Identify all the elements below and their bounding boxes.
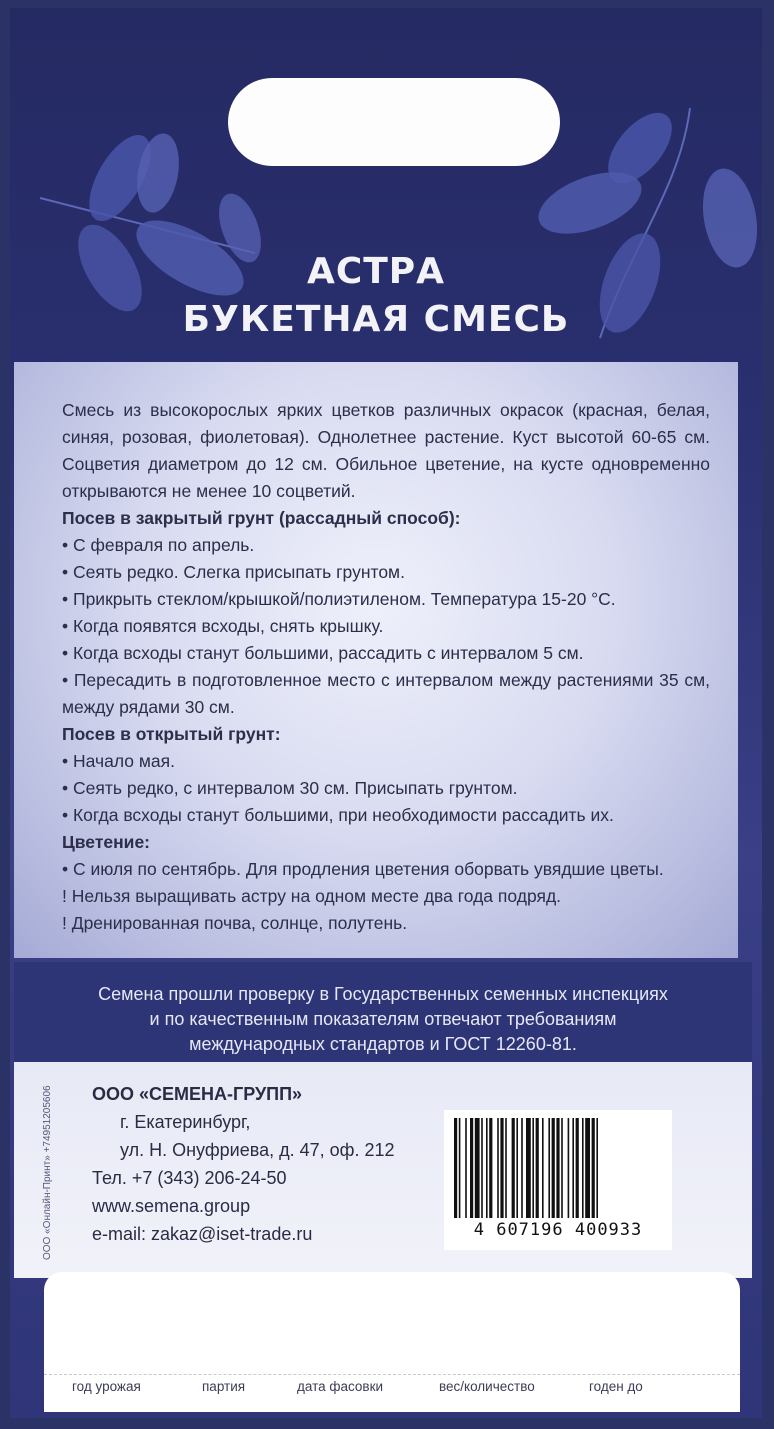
product-title [0, 248, 752, 344]
company-email[interactable]: e-mail: zakaz@iset-trade.ru [92, 1224, 313, 1244]
barcode [444, 1110, 672, 1250]
closed-ground-heading: Посев в закрытый грунт (рассадный способ): [62, 508, 461, 528]
open-item: • Когда всходы станут большими, при необходимости рассадить их. [62, 805, 614, 825]
printer-imprint: ООО «Онлайн-Принт» +74951205606 [42, 1085, 53, 1260]
company-info [92, 1080, 395, 1248]
closed-item: • Пересадить в подготовленное место с интервалом между растениями 35 см, между рядами 30 см. [62, 670, 710, 717]
company-city: г. Екатеринбург, [120, 1112, 251, 1132]
field-packing-date: дата фасовки [297, 1379, 384, 1394]
company-website[interactable]: www.semena.group [92, 1196, 251, 1216]
product-title-line1: АСТРА [306, 251, 446, 292]
bloom-item: • С июля по сентябрь. Для продления цветения оборвать увядшие цветы. [62, 859, 664, 879]
blooming-heading: Цветение: [62, 832, 151, 852]
open-item: • Сеять редко, с интервалом 30 см. Присыпать грунтом. [62, 778, 518, 798]
description-text [62, 397, 710, 937]
certification-text [14, 982, 752, 1057]
closed-item: • Прикрыть стеклом/крышкой/полиэтиленом. Температура 15-20 °С. [62, 589, 616, 609]
field-harvest-year: год урожая [72, 1379, 141, 1394]
description-intro: Смесь из высокорослых ярких цветков различных окрасок (красная, белая, синяя, розовая, фиолетовая). Однолетнее растение. Куст высотой 60-65 см. Соцветия диаметром до 12 см. Обильное цветение, на кусте одновременно открываются не менее 10 соцветий. [62, 400, 710, 501]
closed-item: • Когда появятся всходы, снять крышку. [62, 616, 384, 636]
open-item: • Начало мая. [62, 751, 175, 771]
closed-item: • С февраля по апрель. [62, 535, 255, 555]
closed-item: • Когда всходы станут большими, рассадить с интервалом 5 см. [62, 643, 584, 663]
open-ground-heading: Посев в открытый грунт: [62, 724, 281, 744]
certification-line: и по качественным показателям отвечают требованиям [149, 1009, 617, 1029]
field-best-before: годен до [589, 1379, 643, 1394]
bloom-item: ! Нельзя выращивать астру на одном месте два года подряд. [62, 886, 562, 906]
barcode-digits: 4 607196 400933 [473, 1220, 643, 1240]
certification-line: международных стандартов и ГОСТ 12260-81. [189, 1034, 577, 1054]
field-weight-quantity: вес/количество [439, 1379, 535, 1394]
certification-line: Семена прошли проверку в Государственных семенных инспекциях [98, 984, 668, 1004]
hang-hole [228, 78, 560, 166]
field-batch: партия [202, 1379, 246, 1394]
company-name: ООО «СЕМЕНА-ГРУПП» [92, 1084, 303, 1104]
company-phone: Тел. +7 (343) 206-24-50 [92, 1168, 287, 1188]
company-street: ул. Н. Онуфриева, д. 47, оф. 212 [120, 1140, 395, 1160]
closed-item: • Сеять редко. Слегка присыпать грунтом. [62, 562, 405, 582]
product-title-line2: БУКЕТНАЯ СМЕСЬ [182, 299, 570, 340]
barcode-bars-icon [452, 1118, 664, 1218]
bloom-item: ! Дренированная почва, солнце, полутень. [62, 913, 408, 933]
packing-fields [44, 1374, 740, 1399]
